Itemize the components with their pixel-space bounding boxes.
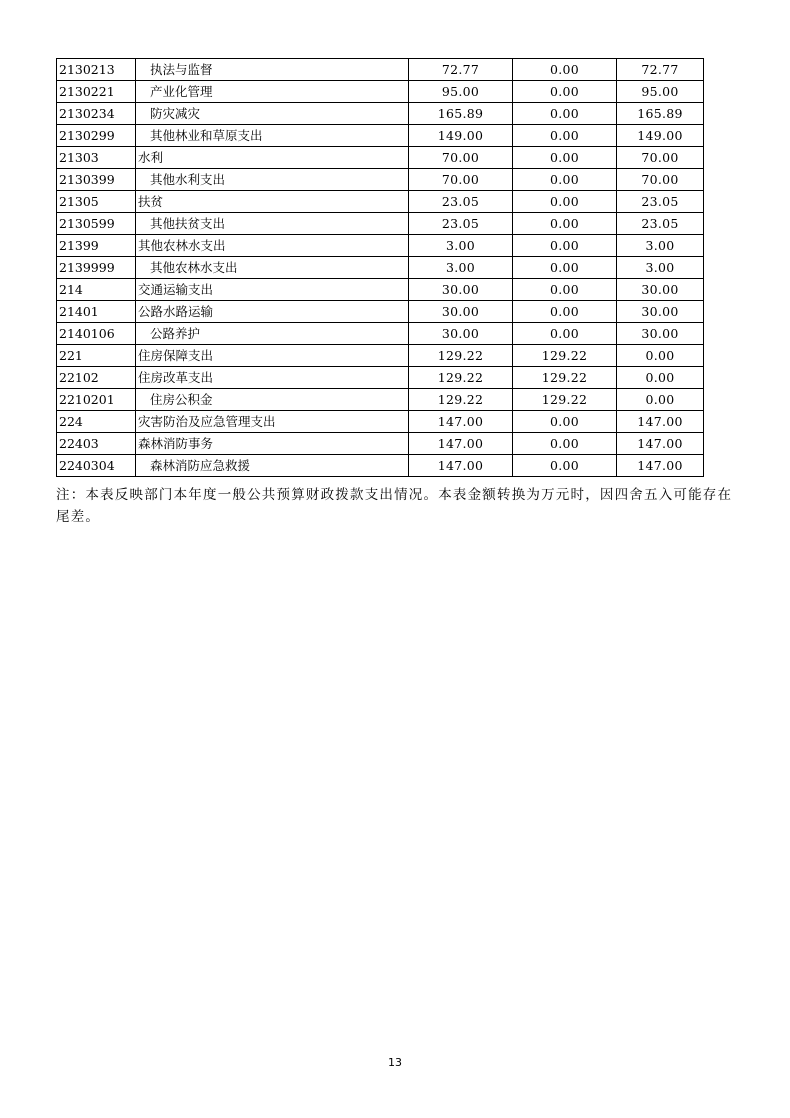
table-row bbox=[57, 147, 704, 169]
basic-expenditure-cell: 0.00 bbox=[513, 455, 617, 477]
total-amount-cell: 129.22 bbox=[409, 389, 513, 411]
project-expenditure-cell: 23.05 bbox=[617, 213, 704, 235]
subject-code-cell: 2130221 bbox=[57, 81, 136, 103]
basic-expenditure-cell: 0.00 bbox=[513, 147, 617, 169]
subject-name-cell: 扶贫 bbox=[136, 191, 409, 213]
table-row bbox=[57, 367, 704, 389]
subject-code-cell: 2210201 bbox=[57, 389, 136, 411]
project-expenditure-cell: 149.00 bbox=[617, 125, 704, 147]
subject-name-cell: 森林消防应急救援 bbox=[136, 455, 409, 477]
basic-expenditure-cell: 0.00 bbox=[513, 301, 617, 323]
total-amount-cell: 30.00 bbox=[409, 301, 513, 323]
project-expenditure-cell: 147.00 bbox=[617, 433, 704, 455]
total-amount-cell: 30.00 bbox=[409, 279, 513, 301]
total-amount-cell: 95.00 bbox=[409, 81, 513, 103]
basic-expenditure-cell: 0.00 bbox=[513, 411, 617, 433]
project-expenditure-cell: 70.00 bbox=[617, 169, 704, 191]
subject-code-cell: 21303 bbox=[57, 147, 136, 169]
subject-name-cell: 水利 bbox=[136, 147, 409, 169]
project-expenditure-cell: 147.00 bbox=[617, 411, 704, 433]
total-amount-cell: 149.00 bbox=[409, 125, 513, 147]
subject-code-cell: 224 bbox=[57, 411, 136, 433]
subject-name-cell: 灾害防治及应急管理支出 bbox=[136, 411, 409, 433]
basic-expenditure-cell: 0.00 bbox=[513, 103, 617, 125]
total-amount-cell: 129.22 bbox=[409, 367, 513, 389]
basic-expenditure-cell: 0.00 bbox=[513, 433, 617, 455]
subject-name-cell: 其他林业和草原支出 bbox=[136, 125, 409, 147]
table-row bbox=[57, 301, 704, 323]
table-row bbox=[57, 235, 704, 257]
project-expenditure-cell: 3.00 bbox=[617, 235, 704, 257]
basic-expenditure-cell: 129.22 bbox=[513, 345, 617, 367]
project-expenditure-cell: 72.77 bbox=[617, 59, 704, 81]
project-expenditure-cell: 147.00 bbox=[617, 455, 704, 477]
table-row bbox=[57, 191, 704, 213]
subject-code-cell: 22403 bbox=[57, 433, 136, 455]
subject-name-cell: 公路水路运输 bbox=[136, 301, 409, 323]
subject-name-cell: 执法与监督 bbox=[136, 59, 409, 81]
table-row bbox=[57, 389, 704, 411]
table-row bbox=[57, 411, 704, 433]
subject-code-cell: 2140106 bbox=[57, 323, 136, 345]
basic-expenditure-cell: 0.00 bbox=[513, 169, 617, 191]
table-row bbox=[57, 279, 704, 301]
subject-code-cell: 2130599 bbox=[57, 213, 136, 235]
table-row bbox=[57, 81, 704, 103]
total-amount-cell: 129.22 bbox=[409, 345, 513, 367]
total-amount-cell: 147.00 bbox=[409, 411, 513, 433]
total-amount-cell: 70.00 bbox=[409, 169, 513, 191]
expenditure-table bbox=[56, 58, 704, 477]
table-row bbox=[57, 345, 704, 367]
project-expenditure-cell: 30.00 bbox=[617, 301, 704, 323]
subject-name-cell: 交通运输支出 bbox=[136, 279, 409, 301]
project-expenditure-cell: 165.89 bbox=[617, 103, 704, 125]
table-body bbox=[57, 59, 704, 477]
project-expenditure-cell: 3.00 bbox=[617, 257, 704, 279]
project-expenditure-cell: 30.00 bbox=[617, 323, 704, 345]
subject-name-cell: 住房保障支出 bbox=[136, 345, 409, 367]
table-row bbox=[57, 125, 704, 147]
total-amount-cell: 23.05 bbox=[409, 213, 513, 235]
subject-code-cell: 21401 bbox=[57, 301, 136, 323]
subject-code-cell: 2130213 bbox=[57, 59, 136, 81]
table-row bbox=[57, 169, 704, 191]
total-amount-cell: 23.05 bbox=[409, 191, 513, 213]
subject-name-cell: 森林消防事务 bbox=[136, 433, 409, 455]
subject-code-cell: 22102 bbox=[57, 367, 136, 389]
subject-code-cell: 2139999 bbox=[57, 257, 136, 279]
total-amount-cell: 3.00 bbox=[409, 235, 513, 257]
subject-code-cell: 2240304 bbox=[57, 455, 136, 477]
subject-name-cell: 其他扶贫支出 bbox=[136, 213, 409, 235]
basic-expenditure-cell: 129.22 bbox=[513, 367, 617, 389]
table-row bbox=[57, 433, 704, 455]
project-expenditure-cell: 95.00 bbox=[617, 81, 704, 103]
subject-name-cell: 产业化管理 bbox=[136, 81, 409, 103]
subject-code-cell: 2130399 bbox=[57, 169, 136, 191]
basic-expenditure-cell: 0.00 bbox=[513, 235, 617, 257]
subject-code-cell: 21399 bbox=[57, 235, 136, 257]
subject-code-cell: 214 bbox=[57, 279, 136, 301]
total-amount-cell: 30.00 bbox=[409, 323, 513, 345]
subject-name-cell: 防灾减灾 bbox=[136, 103, 409, 125]
basic-expenditure-cell: 0.00 bbox=[513, 81, 617, 103]
basic-expenditure-cell: 0.00 bbox=[513, 125, 617, 147]
total-amount-cell: 147.00 bbox=[409, 433, 513, 455]
basic-expenditure-cell: 129.22 bbox=[513, 389, 617, 411]
basic-expenditure-cell: 0.00 bbox=[513, 257, 617, 279]
subject-code-cell: 221 bbox=[57, 345, 136, 367]
table-note: 注：本表反映部门本年度一般公共预算财政拨款支出情况。本表金额转换为万元时，因四舍五入可能存在尾差。 bbox=[56, 487, 733, 525]
total-amount-cell: 70.00 bbox=[409, 147, 513, 169]
subject-name-cell: 住房改革支出 bbox=[136, 367, 409, 389]
subject-code-cell: 2130299 bbox=[57, 125, 136, 147]
table-row bbox=[57, 213, 704, 235]
project-expenditure-cell: 30.00 bbox=[617, 279, 704, 301]
table-row bbox=[57, 59, 704, 81]
subject-name-cell: 其他农林水支出 bbox=[136, 235, 409, 257]
project-expenditure-cell: 0.00 bbox=[617, 389, 704, 411]
project-expenditure-cell: 70.00 bbox=[617, 147, 704, 169]
table-row bbox=[57, 323, 704, 345]
basic-expenditure-cell: 0.00 bbox=[513, 323, 617, 345]
basic-expenditure-cell: 0.00 bbox=[513, 279, 617, 301]
project-expenditure-cell: 0.00 bbox=[617, 345, 704, 367]
total-amount-cell: 165.89 bbox=[409, 103, 513, 125]
basic-expenditure-cell: 0.00 bbox=[513, 59, 617, 81]
table-row bbox=[57, 455, 704, 477]
subject-code-cell: 21305 bbox=[57, 191, 136, 213]
project-expenditure-cell: 0.00 bbox=[617, 367, 704, 389]
table-row bbox=[57, 257, 704, 279]
basic-expenditure-cell: 0.00 bbox=[513, 213, 617, 235]
project-expenditure-cell: 23.05 bbox=[617, 191, 704, 213]
subject-name-cell: 住房公积金 bbox=[136, 389, 409, 411]
total-amount-cell: 3.00 bbox=[409, 257, 513, 279]
total-amount-cell: 147.00 bbox=[409, 455, 513, 477]
basic-expenditure-cell: 0.00 bbox=[513, 191, 617, 213]
table-row bbox=[57, 103, 704, 125]
page-number: 13 bbox=[388, 1056, 402, 1069]
subject-code-cell: 2130234 bbox=[57, 103, 136, 125]
subject-name-cell: 其他农林水支出 bbox=[136, 257, 409, 279]
subject-name-cell: 公路养护 bbox=[136, 323, 409, 345]
total-amount-cell: 72.77 bbox=[409, 59, 513, 81]
subject-name-cell: 其他水利支出 bbox=[136, 169, 409, 191]
